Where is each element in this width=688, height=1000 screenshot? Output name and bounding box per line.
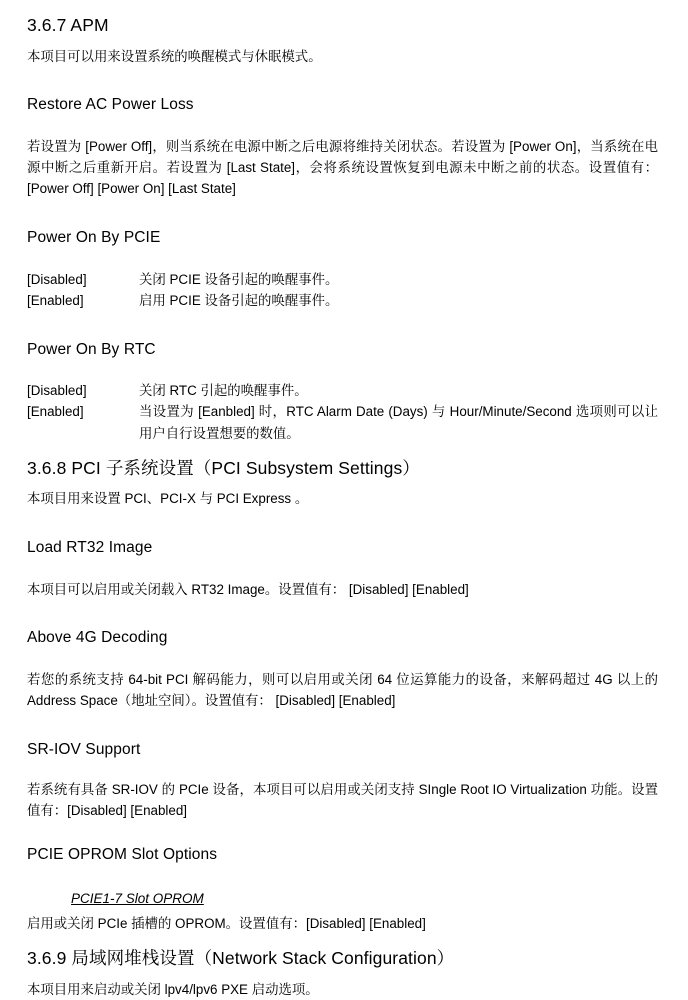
definition-row bbox=[27, 269, 658, 290]
definition-key: [Disabled] bbox=[27, 383, 87, 399]
definition-row bbox=[27, 290, 658, 311]
definition-value: 当设置为 [Eanbled] 时，RTC Alarm Date (Days) 与 Hour/Minute/Second 选项则可以让用户自行设置想要的数值。 bbox=[139, 404, 658, 441]
above-4g-decoding-paragraph: 若您的系统支持 64-bit PCI 解码能力，则可以启用或关闭 64 位运算能力的设备，来解码超过 4G 以上的 Address Space（地址空间）。设置值有： [Disabled] [Enabled] bbox=[27, 672, 658, 709]
item-heading-sr-iov-support: SR-IOV Support bbox=[27, 740, 141, 758]
definition-key: [Enabled] bbox=[27, 292, 84, 308]
section-heading-network-stack: 3.6.9 局域网堆栈设置（Network Stack Configuration） bbox=[27, 948, 455, 969]
item-heading-above-4g-decoding: Above 4G Decoding bbox=[27, 629, 168, 647]
item-heading-power-on-by-pcie: Power On By PCIE bbox=[27, 229, 161, 247]
definition-row bbox=[27, 401, 658, 443]
network-stack-intro-paragraph: 本项目用来启动或关闭 lpv4/lpv6 PXE 启动选项。 bbox=[27, 981, 319, 997]
restore-ac-power-loss-paragraph: 若设置为 [Power Off]，则当系统在电源中断之后电源将维持关闭状态。若设置为 [Power On]，当系统在电源中断之后重新开启。若设置为 [Last State]，会将系统设置恢复到电源未中断之前的状态。设置值有：[Power Off] [Power On] [Last State] bbox=[27, 139, 658, 197]
pci-subsystem-intro-paragraph: 本项目用来设置 PCI、PCI-X 与 PCI Express 。 bbox=[27, 491, 309, 507]
apm-intro-paragraph: 本项目可以用来设置系统的唤醒模式与休眠模式。 bbox=[27, 48, 322, 64]
section-heading-pci-subsystem: 3.6.8 PCI 子系统设置（PCI Subsystem Settings） bbox=[27, 457, 420, 478]
load-rt32-image-paragraph: 本项目可以启用或关闭载入 RT32 Image。设置值有： [Disabled] [Enabled] bbox=[27, 581, 469, 597]
pcie-slot-oprom-subitem bbox=[71, 890, 658, 908]
item-heading-power-on-by-rtc: Power On By RTC bbox=[27, 340, 156, 358]
item-heading-load-rt32-image: Load RT32 Image bbox=[27, 539, 153, 557]
definition-key: [Disabled] bbox=[27, 271, 87, 287]
subitem-heading-pcie1-7-slot-oprom: PCIE1-7 Slot OPROM bbox=[71, 891, 204, 907]
definition-key: [Enabled] bbox=[27, 404, 84, 420]
sr-iov-support-paragraph: 若系统有具备 SR-IOV 的 PCIe 设备，本项目可以启用或关闭支持 SIngle Root IO Virtualization 功能。设置值有：[Disabled] [Enabled] bbox=[27, 781, 658, 818]
item-heading-pcie-oprom-slot-options: PCIE OPROM Slot Options bbox=[27, 846, 218, 864]
definition-value: 关闭 RTC 引起的唤醒事件。 bbox=[139, 383, 308, 399]
pcie1-7-slot-oprom-paragraph: 启用或关闭 PCIe 插槽的 OPROM。设置值有：[Disabled] [Enabled] bbox=[27, 916, 426, 932]
definition-row bbox=[27, 380, 658, 401]
item-heading-restore-ac-power-loss: Restore AC Power Loss bbox=[27, 96, 194, 114]
definition-value: 启用 PCIE 设备引起的唤醒事件。 bbox=[139, 292, 339, 308]
section-heading-apm: 3.6.7 APM bbox=[27, 15, 109, 35]
definition-value: 关闭 PCIE 设备引起的唤醒事件。 bbox=[139, 271, 339, 287]
